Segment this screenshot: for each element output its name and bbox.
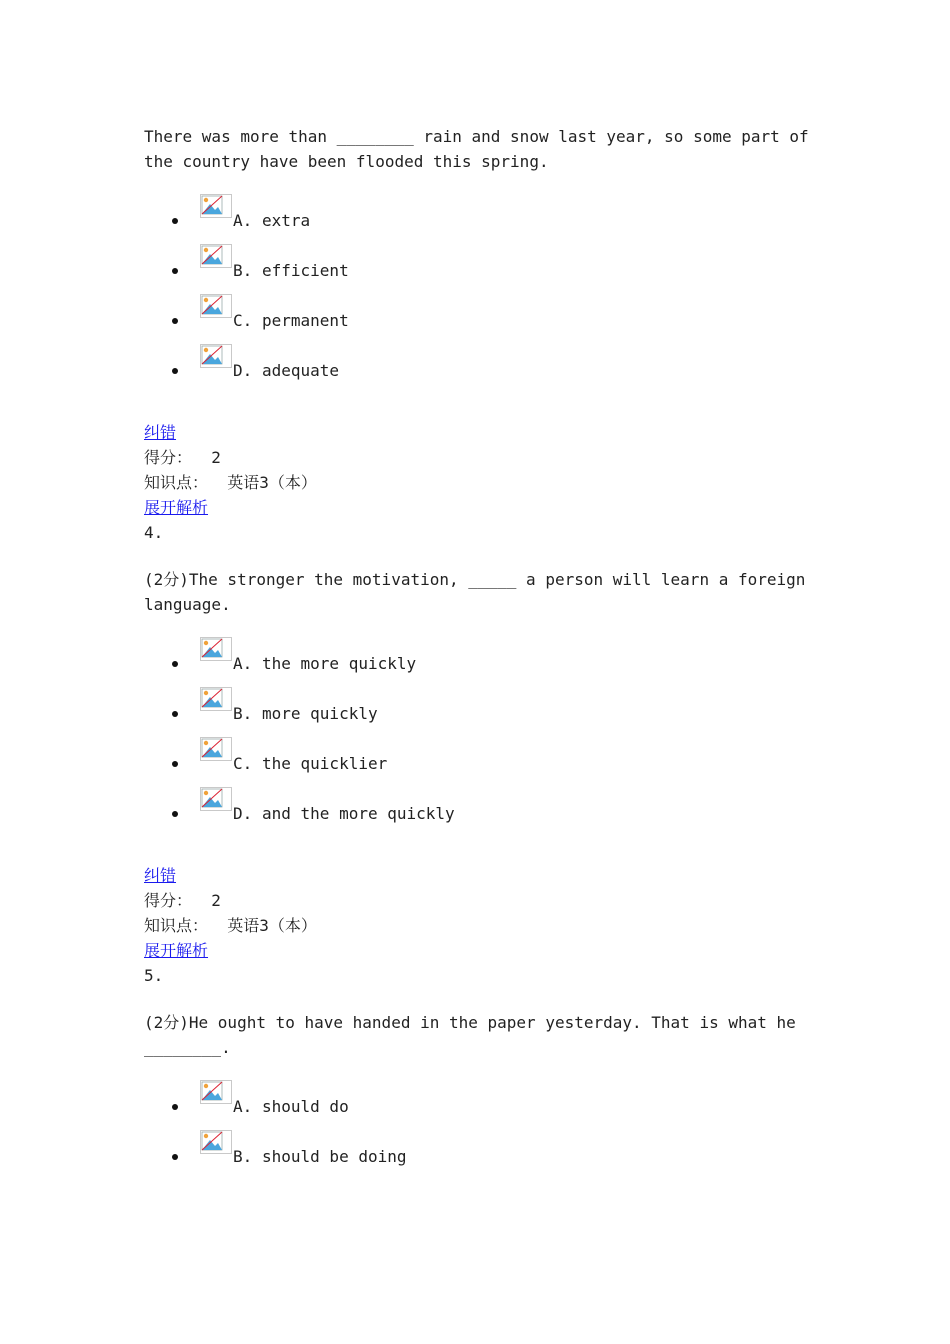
option-letter: B. (233, 1147, 253, 1166)
bullet (172, 711, 178, 717)
option-b[interactable] (144, 1130, 824, 1180)
bullet (172, 368, 178, 374)
knowledge-point-label: 知识点： (144, 473, 209, 492)
expand-analysis-link[interactable]: 展开解析 (144, 498, 209, 517)
option-letter: D. (233, 361, 253, 380)
option-a[interactable] (144, 194, 824, 244)
option-text: should be doing (262, 1147, 407, 1166)
bullet (172, 1104, 178, 1110)
question-text: (2分)He ought to have handed in the paper yesterday. That is what he ________. (144, 1013, 806, 1057)
option-letter: A. (233, 1097, 253, 1116)
option-letter: A. (233, 654, 253, 673)
option-text: the more quickly (262, 654, 417, 673)
option-text: extra (262, 211, 311, 230)
option-letter: C. (233, 754, 253, 773)
option-text: efficient (262, 261, 349, 280)
question-text: There was more than ________ rain and snow last year, so some part of the country have been flooded this spring. (144, 127, 819, 171)
broken-image-icon (200, 1080, 232, 1104)
option-c[interactable] (144, 737, 824, 787)
broken-image-icon (200, 637, 232, 661)
option-text: adequate (262, 361, 340, 380)
knowledge-point-line (144, 913, 824, 938)
broken-image-icon (200, 1130, 232, 1154)
broken-image-icon (200, 194, 232, 218)
bullet (172, 218, 178, 224)
bullet (172, 661, 178, 667)
bullet (172, 318, 178, 324)
score-line (144, 888, 824, 913)
broken-image-icon (200, 294, 232, 318)
report-error-link[interactable]: 纠错 (144, 866, 177, 885)
expand-analysis-link[interactable]: 展开解析 (144, 941, 209, 960)
option-d[interactable] (144, 344, 824, 394)
score-value: 2 (211, 448, 221, 467)
option-text: should do (262, 1097, 349, 1116)
option-a[interactable] (144, 1080, 824, 1130)
option-c[interactable] (144, 294, 824, 344)
broken-image-icon (200, 737, 232, 761)
option-letter: B. (233, 261, 253, 280)
bullet (172, 761, 178, 767)
question-3 (144, 124, 824, 520)
option-list (144, 1080, 824, 1180)
quiz-page (144, 124, 824, 1206)
broken-image-icon (200, 787, 232, 811)
option-letter: B. (233, 704, 253, 723)
question-5 (144, 963, 824, 1180)
option-a[interactable] (144, 637, 824, 687)
broken-image-icon (200, 687, 232, 711)
option-b[interactable] (144, 687, 824, 737)
option-text: the quicklier (262, 754, 388, 773)
option-letter: C. (233, 311, 253, 330)
option-d[interactable] (144, 787, 824, 837)
score-label: 得分： (144, 891, 193, 910)
option-list (144, 637, 824, 837)
option-letter: D. (233, 804, 253, 823)
option-text: permanent (262, 311, 349, 330)
question-4 (144, 520, 824, 963)
option-text: more quickly (262, 704, 378, 723)
question-number: 4. (144, 523, 164, 542)
knowledge-point-value: 英语3（本） (227, 916, 317, 935)
knowledge-point-label: 知识点： (144, 916, 209, 935)
knowledge-point-value: 英语3（本） (227, 473, 317, 492)
score-label: 得分： (144, 448, 193, 467)
option-text: and the more quickly (262, 804, 455, 823)
broken-image-icon (200, 244, 232, 268)
option-list (144, 194, 824, 394)
question-number: 5. (144, 966, 164, 985)
option-letter: A. (233, 211, 253, 230)
report-error-link[interactable]: 纠错 (144, 423, 177, 442)
broken-image-icon (200, 344, 232, 368)
bullet (172, 1154, 178, 1160)
question-text: (2分)The stronger the motivation, _____ a person will learn a foreign language. (144, 570, 816, 614)
score-line (144, 445, 824, 470)
bullet (172, 811, 178, 817)
option-b[interactable] (144, 244, 824, 294)
bullet (172, 268, 178, 274)
score-value: 2 (211, 891, 221, 910)
knowledge-point-line (144, 470, 824, 495)
